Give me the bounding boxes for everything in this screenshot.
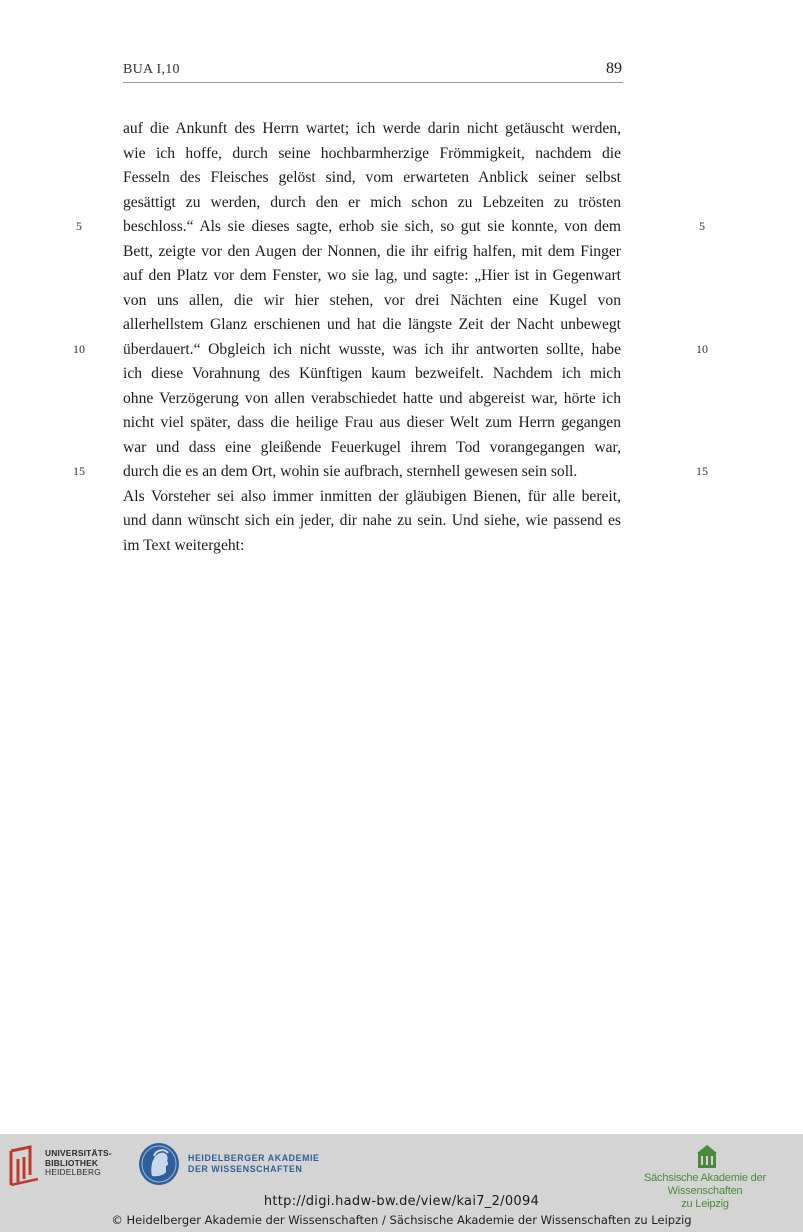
text-line: auf die Ankunft des Herrn wartet; ich werde darin nicht getäuscht werden, (123, 120, 621, 137)
text-line: nicht viel später, dass die heilige Frau aus dieser Welt zum Herrn gegangen (123, 414, 621, 431)
text-line: durch die es an dem Ort, wohin sie aufbrach, sternhell gewesen sein soll. (123, 463, 578, 480)
hadw-name-line: DER WISSENSCHAFTEN (188, 1164, 303, 1174)
text-line: Fesseln des Fleisches gelöst sind, vom erwarteten Anblick seiner selbst (123, 169, 621, 186)
text-line: beschloss.“ Als sie dieses sagte, erhob sie sich, so gut sie konnte, von dem (123, 218, 621, 235)
line-number-left: 10 (73, 342, 85, 356)
saw-name-line: zu Leipzig (681, 1198, 729, 1210)
text-line: im Text weitergeht: (123, 536, 245, 554)
text-line: gesättigt zu werden, durch den er mich schon zu Lebzeiten zu trösten (123, 193, 621, 211)
ub-name-line: HEIDELBERG (45, 1167, 101, 1177)
text-line: Bett, zeigte vor den Augen der Nonnen, die ihr eifrig halfen, mit dem Finger (123, 242, 621, 260)
line-number-left: 5 (76, 219, 82, 233)
athena-medallion-icon (138, 1142, 180, 1186)
line-number-right: 15 (696, 464, 708, 478)
heidelberg-academy-logo[interactable] (138, 1142, 328, 1188)
text-line: von uns allen, die wir hier stehen, vor drei Nächten eine Kugel von (123, 291, 621, 309)
text-line: wie ich hoffe, durch seine hochbarmherzige Frömmigkeit, nachdem die (123, 144, 621, 162)
saw-name-line: Sächsische Akademie der Wissenschaften (644, 1172, 766, 1197)
text-line: ohne Verzögerung von allen verabschiedet hatte und abgereist war, hörte ich (123, 389, 621, 407)
saxon-building-icon (696, 1144, 718, 1170)
ub-name-line: BIBLIOTHEK (45, 1157, 99, 1168)
line-number-left: 15 (73, 464, 85, 478)
text-line: Als Vorsteher sei also immer inmitten der gläubigen Bienen, für alle bereit, (123, 487, 621, 505)
text-line: überdauert.“ Obgleich ich nicht wusste, was ich ihr antworten sollte, habe (123, 340, 621, 358)
page-number: 89 (606, 60, 622, 77)
footer-bar (0, 1134, 803, 1232)
ub-name-line: UNIVERSITÄTS- (45, 1148, 112, 1158)
text-line: war und dass eine gleißende Feuerkugel ihrem Tod vorangegangen war, (123, 438, 621, 456)
text-line: ich diese Vorahnung des Künftigen kaum bezweifelt. Nachdem ich mich (123, 365, 621, 382)
saxon-academy-logo[interactable] (610, 1142, 800, 1210)
line-number-right: 5 (699, 219, 705, 233)
text-line: allerhellstem Glanz erschienen und hat die längste Zeit der Nacht unbewegt (123, 316, 621, 333)
hadw-name-line: HEIDELBERGER AKADEMIE (188, 1153, 320, 1163)
text-line: und dann wünscht sich ein jeder, dir nahe zu sein. Und siehe, wie passend es (123, 512, 621, 529)
running-head (123, 60, 623, 83)
running-head-title: BUA I,10 (123, 62, 180, 77)
ub-emblem-icon (8, 1145, 42, 1189)
copyright-notice: © Heidelberger Akademie der Wissenschaften / Sächsische Akademie der Wissenschaften zu Leipzig (111, 1213, 692, 1227)
line-number-right: 10 (696, 342, 708, 356)
university-library-logo[interactable] (8, 1145, 118, 1195)
permalink-url[interactable]: http://digi.hadw-bw.de/view/kai7_2/0094 (263, 1194, 540, 1209)
body-text (123, 117, 621, 558)
text-line: auf den Platz vor dem Fenster, wo sie lag, und sagte: „Hier ist in Gegenwart (123, 267, 621, 284)
